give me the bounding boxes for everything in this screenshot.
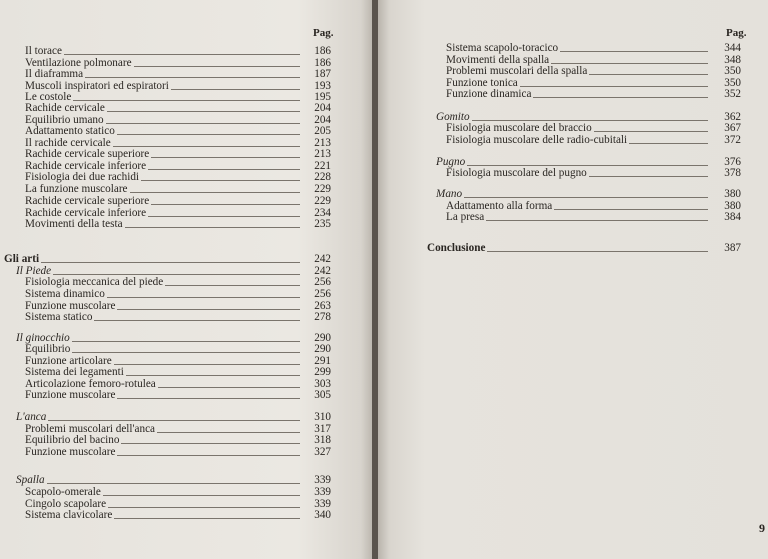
leader-line [85,77,300,78]
toc-entry-title: Gli arti [4,253,40,265]
toc-entry-title: L'anca [16,411,47,423]
toc-entry-title: Conclusione [427,242,486,254]
toc-entry-title: Fisiologia meccanica del piede [25,276,164,288]
toc-entry-title: Equilibrio umano [25,114,104,126]
leader-line [171,89,300,90]
toc-entry [446,42,741,54]
toc-entry-page: 339 [314,498,331,510]
toc-entry-page: 380 [724,200,741,212]
toc-entry [25,218,331,230]
leader-line [472,120,708,121]
toc-entry-page: 367 [724,122,741,134]
toc-entry-title: Sistema clavicolare [25,509,113,521]
toc-entry-title: Sistema dei legamenti [25,366,124,378]
leader-line [107,297,300,298]
toc-entry-title: Sistema dinamico [25,288,105,300]
toc-entry-page: 378 [724,167,741,179]
toc-entry-page: 305 [314,389,331,401]
toc-entry-page: 348 [724,54,741,66]
leader-line [125,227,300,228]
toc-entry-title: Rachide cervicale inferiore [25,160,147,172]
leader-line [72,341,300,342]
toc-entry-page: 213 [314,148,331,160]
toc-entry-title: Articolazione femoro-rotulea [25,378,156,390]
left-page-header: Pag. [313,27,334,39]
toc-entry-title: Gomito [436,111,470,123]
leader-line [148,216,300,217]
toc-entry-title: Il diaframma [25,68,84,80]
toc-entry-page: 256 [314,288,331,300]
leader-line [114,518,300,519]
toc-entry-page: 344 [724,42,741,54]
toc-entry-page: 187 [314,68,331,80]
leader-line [103,495,300,496]
leader-line [117,455,300,456]
toc-entry-page: 303 [314,378,331,390]
toc-entry-page: 352 [724,88,741,100]
leader-line [464,197,708,198]
leader-line [629,143,708,144]
leader-line [53,274,300,275]
toc-entry [25,343,331,355]
toc-entry-title: Fisiologia muscolare del braccio [446,122,592,134]
toc-entry-title: Movimenti della testa [25,218,123,230]
toc-entry [25,434,331,446]
leader-line [107,111,300,112]
toc-entry-title: Movimenti della spalla [446,54,550,66]
toc-entry-page: 339 [314,474,331,486]
toc-entry-title: Rachide cervicale superiore [25,195,150,207]
toc-entry-page: 204 [314,102,331,114]
toc-entry-page: 362 [724,111,741,123]
toc-entry-title: Pugno [436,156,466,168]
leader-line [117,309,300,310]
toc-entry [446,167,741,179]
leader-line [126,375,300,376]
leader-line [117,398,300,399]
leader-line [487,251,708,252]
toc-entry [25,148,331,160]
toc-entry-title: Funzione tonica [446,77,518,89]
toc-entry-page: 372 [724,134,741,146]
toc-entry [446,134,741,146]
toc-entry-page: 340 [314,509,331,521]
toc-entry-title: Ventilazione polmonare [25,57,132,69]
toc-entry-page: 317 [314,423,331,435]
toc-entry-page: 327 [314,446,331,458]
toc-entry-title: La funzione muscolare [25,183,128,195]
toc-entry-title: Fisiologia muscolare del pugno [446,167,587,179]
toc-entry [25,509,331,521]
left-page [0,0,372,559]
leader-line [64,54,300,55]
toc-entry-page: 299 [314,366,331,378]
toc-entry-page: 339 [314,486,331,498]
toc-entry [25,288,331,300]
leader-line [106,123,300,124]
leader-line [520,86,708,87]
toc-entry-page: 387 [724,242,741,254]
toc-entry-title: Adattamento statico [25,125,115,137]
toc-entry-page: 193 [314,80,331,92]
toc-entry-page: 186 [314,57,331,69]
toc-entry [25,125,331,137]
toc-entry-title: Cingolo scapolare [25,498,107,510]
toc-entry-title: Muscoli inspiratori ed espiratori [25,80,169,92]
toc-entry-title: Il torace [25,45,62,57]
leader-line [41,262,300,263]
toc-entry [4,253,331,265]
right-page [378,0,768,559]
toc-entry-page: 229 [314,183,331,195]
toc-entry-title: Adattamento alla forma [446,200,553,212]
leader-line [165,285,300,286]
toc-entry [25,68,331,80]
leader-line [158,387,300,388]
leader-line [594,131,708,132]
leader-line [94,320,300,321]
toc-entry-page: 234 [314,207,331,219]
toc-entry [25,311,331,323]
toc-entry-title: Rachide cervicale inferiore [25,207,147,219]
toc-entry-page: 195 [314,91,331,103]
toc-entry-page: 376 [724,156,741,168]
leader-line [151,157,300,158]
leader-line [533,97,708,98]
toc-entry-page: 291 [314,355,331,367]
toc-entry-title: Funzione articolare [25,355,112,367]
toc-entry-page: 256 [314,276,331,288]
toc-entry-title: Equilibrio del bacino [25,434,120,446]
toc-entry [25,389,331,401]
toc-entry-title: Problemi muscolari dell'anca [25,423,156,435]
leader-line [72,352,300,353]
leader-line [551,63,708,64]
leader-line [121,443,300,444]
toc-entry-page: 290 [314,343,331,355]
toc-entry [25,366,331,378]
toc-entry-page: 318 [314,434,331,446]
toc-entry-title: Fisiologia muscolare delle radio-cubitali [446,134,628,146]
right-page-header: Pag. [726,27,747,39]
toc-entry-title: Problemi muscolari della spalla [446,65,588,77]
leader-line [114,364,300,365]
leader-line [47,483,300,484]
toc-entry-title: Scapolo-omerale [25,486,101,498]
toc-entry-page: 384 [724,211,741,223]
leader-line [113,146,300,147]
toc-entry-title: Funzione dinamica [446,88,532,100]
leader-line [148,169,300,170]
leader-line [141,180,300,181]
leader-line [108,507,300,508]
toc-entry-title: Mano [436,188,463,200]
toc-entry-title: La presa [446,211,485,223]
toc-entry-title: Funzione muscolare [25,300,116,312]
leader-line [117,134,300,135]
leader-line [157,432,300,433]
toc-entry-page: 242 [314,253,331,265]
toc-entry-page: 350 [724,65,741,77]
toc-entry-page: 278 [314,311,331,323]
toc-entry-page: 310 [314,411,331,423]
leader-line [589,74,708,75]
leader-line [73,100,300,101]
toc-entry [446,65,741,77]
leader-line [467,165,708,166]
toc-entry [25,446,331,458]
toc-entry-title: Il rachide cervicale [25,137,111,149]
page-number: 9 [759,521,765,535]
leader-line [560,51,708,52]
leader-line [486,220,708,221]
toc-entry-page: 263 [314,300,331,312]
toc-entry-title: Il Piede [16,265,52,277]
leader-line [589,176,708,177]
toc-entry [25,171,331,183]
toc-entry-page: 350 [724,77,741,89]
toc-entry-page: 228 [314,171,331,183]
toc-entry-title: Sistema scapolo-toracico [446,42,559,54]
toc-entry [446,211,741,223]
toc-entry [436,188,741,200]
toc-entry-page: 235 [314,218,331,230]
toc-entry-title: Rachide cervicale superiore [25,148,150,160]
toc-entry-title: Spalla [16,474,45,486]
toc-entry-title: Sistema statico [25,311,93,323]
toc-entry-page: 290 [314,332,331,344]
leader-line [48,420,300,421]
toc-entry [25,276,331,288]
toc-entry-title: Il ginocchio [16,332,70,344]
toc-entry [446,122,741,134]
toc-entry [25,195,331,207]
toc-entry-title: Fisiologia dei due rachidi [25,171,140,183]
leader-line [151,204,300,205]
toc-entry [16,411,331,423]
toc-entry [427,242,741,254]
toc-entry-title: Funzione muscolare [25,389,116,401]
toc-entry-page: 205 [314,125,331,137]
toc-entry-page: 204 [314,114,331,126]
toc-entry-page: 229 [314,195,331,207]
toc-entry-title: Equilibrio [25,343,71,355]
toc-entry [25,45,331,57]
toc-entry [16,474,331,486]
toc-entry-page: 221 [314,160,331,172]
leader-line [130,192,300,193]
leader-line [134,66,300,67]
toc-entry-page: 213 [314,137,331,149]
toc-entry [25,102,331,114]
toc-entry [446,88,741,100]
toc-entry-title: Funzione muscolare [25,446,116,458]
toc-entry-title: Le costole [25,91,72,103]
toc-entry-title: Rachide cervicale [25,102,105,114]
leader-line [554,209,708,210]
toc-entry-page: 186 [314,45,331,57]
toc-entry-page: 380 [724,188,741,200]
toc-entry-page: 242 [314,265,331,277]
toc-entry [25,183,331,195]
toc-entry [25,486,331,498]
